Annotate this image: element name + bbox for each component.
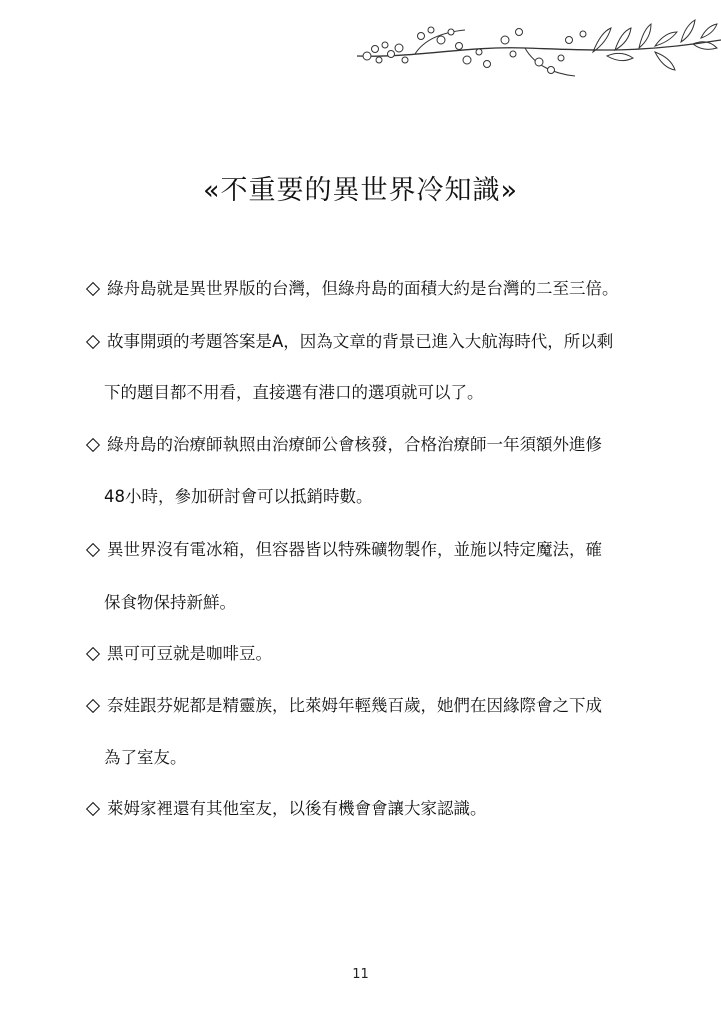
item-text-continued: 保食物保持新鮮。: [104, 593, 236, 612]
list-item: [84, 435, 602, 455]
list-item: [84, 696, 602, 716]
item-text: 萊姆家裡還有其他室友，以後有機會會讓大家認識。: [107, 799, 487, 818]
list-item: [84, 332, 613, 352]
page-number: 11: [352, 967, 369, 982]
diamond-bullet-icon: [86, 334, 100, 348]
page-title: «不重要的異世界冷知識»: [202, 175, 519, 206]
list-item: [84, 644, 272, 664]
vine-decoration: [355, 18, 721, 90]
item-text: 綠舟島就是異世界版的台灣，但綠舟島的面積大約是台灣的二至三倍。: [107, 279, 619, 298]
item-text: 綠舟島的治療師執照由治療師公會核發，合格治療師一年須額外進修: [107, 435, 602, 454]
diamond-bullet-icon: [86, 542, 100, 556]
list-item: [84, 540, 602, 560]
diamond-bullet-icon: [86, 698, 100, 712]
diamond-bullet-icon: [86, 281, 100, 295]
item-text: 奈娃跟芬妮都是精靈族，比萊姆年輕幾百歲，她們在因緣際會之下成: [107, 696, 602, 715]
diamond-bullet-icon: [86, 801, 100, 815]
diamond-bullet-icon: [86, 437, 100, 451]
item-text: 黑可可豆就是咖啡豆。: [107, 644, 272, 663]
item-text-continued: 下的題目都不用看，直接選有港口的選項就可以了。: [104, 383, 484, 402]
item-text: 異世界沒有電冰箱，但容器皆以特殊礦物製作，並施以特定魔法，確: [107, 540, 602, 559]
item-text-continued: 48小時，參加研討會可以抵銷時數。: [104, 487, 373, 506]
item-text: 故事開頭的考題答案是A，因為文章的背景已進入大航海時代，所以剩: [107, 332, 614, 351]
diamond-bullet-icon: [86, 646, 100, 660]
item-text-continued: 為了室友。: [104, 748, 187, 767]
list-item: [84, 799, 487, 819]
list-item: [84, 279, 619, 299]
